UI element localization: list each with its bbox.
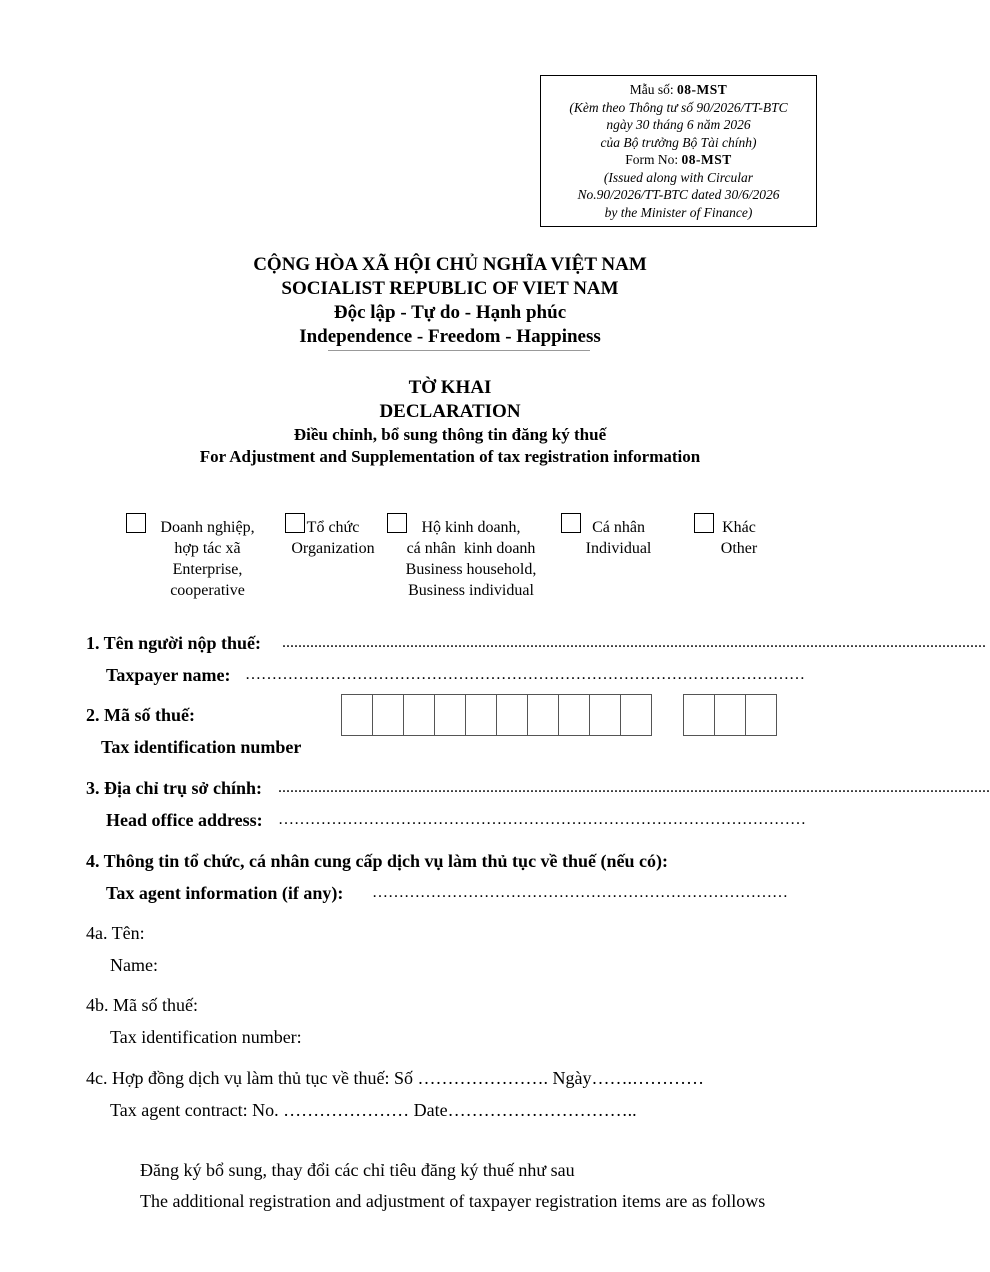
head-office-line-en[interactable]: ……………………………………………………………………………………… xyxy=(278,811,806,828)
tin-digit-box[interactable] xyxy=(434,694,466,736)
tin-label-vi: 2. Mã số thuế: xyxy=(86,705,195,725)
option-business-household-label: Hộ kinh doanh, cá nhân kinh doanh Business household, Business individual xyxy=(405,519,537,599)
subtitle-vi: Điều chỉnh, bổ sung thông tin đăng ký thuế xyxy=(293,425,607,444)
national-header xyxy=(0,253,900,349)
agent-tin-label-en: Tax identification number: xyxy=(110,1027,302,1047)
circular-number-en: No.90/2026/TT-BTC dated 30/6/2026 xyxy=(577,187,780,202)
circular-issuer-vi: của Bộ trưởng Bộ Tài chính) xyxy=(600,134,757,150)
tax-agent-label-vi: 4. Thông tin tổ chức, cá nhân cung cấp dịch vụ làm thủ tục về thuế (nếu có): xyxy=(86,851,669,871)
nation-name-vi: CỘNG HÒA XÃ HỘI CHỦ NGHĨA VIỆT NAM xyxy=(253,254,647,275)
checkbox-enterprise[interactable] xyxy=(126,513,146,533)
tin-branch-box[interactable] xyxy=(745,694,777,736)
tin-branch-box[interactable] xyxy=(714,694,746,736)
taxpayer-name-line-vi[interactable]: ................................................................................................................................................................................ xyxy=(282,634,986,651)
tin-digit-box[interactable] xyxy=(341,694,373,736)
registration-note-en: The additional registration and adjustment of taxpayer registration items are as follows xyxy=(140,1191,766,1211)
tin-branch-boxes[interactable] xyxy=(684,694,777,736)
option-enterprise-label: Doanh nghiệp, hợp tác xã Enterprise, cooperative xyxy=(160,519,255,599)
agent-name-label-vi: 4a. Tên: xyxy=(86,923,145,943)
document-title xyxy=(0,376,900,468)
option-organization-label: Tổ chức Organization xyxy=(291,519,375,557)
registration-note-vi: Đăng ký bổ sung, thay đổi các chỉ tiêu đăng ký thuế như sau xyxy=(140,1160,575,1180)
circular-date-vi: ngày 30 tháng 6 năm 2026 xyxy=(606,117,751,132)
form-number-code-en: 08-MST xyxy=(681,152,732,167)
tax-agent-line[interactable]: …………………………………………………………………… xyxy=(372,884,788,901)
tin-digit-box[interactable] xyxy=(558,694,590,736)
tin-digit-box[interactable] xyxy=(527,694,559,736)
head-office-line-vi[interactable]: .................................................................................................................................................................................. xyxy=(278,779,990,796)
tin-branch-box[interactable] xyxy=(683,694,715,736)
tax-agent-label-en: Tax agent information (if any): xyxy=(106,883,344,903)
tin-digit-box[interactable] xyxy=(403,694,435,736)
option-individual-label: Cá nhân Individual xyxy=(585,519,652,557)
option-other-label: Khác Other xyxy=(720,519,758,557)
tin-digit-box[interactable] xyxy=(496,694,528,736)
tin-digit-box[interactable] xyxy=(620,694,652,736)
title-vi: TỜ KHAI xyxy=(408,377,492,398)
circular-ref-en: (Issued along with Circular xyxy=(603,169,754,185)
head-office-label-en: Head office address: xyxy=(106,810,263,830)
head-office-label-vi: 3. Địa chỉ trụ sở chính: xyxy=(86,778,262,798)
form-number-label-en: Form No: xyxy=(625,152,682,167)
tin-label-en: Tax identification number xyxy=(101,737,302,757)
agent-name-label-en: Name: xyxy=(110,955,158,975)
subtitle-en: For Adjustment and Supplementation of tax registration information xyxy=(199,447,701,466)
taxpayer-name-line-en[interactable]: …………………………………………………………………………………………… xyxy=(245,666,805,683)
tin-digit-box[interactable] xyxy=(465,694,497,736)
agent-contract-label-en: Tax agent contract: No. ………………… Date………………………….. xyxy=(110,1100,637,1120)
taxpayer-name-label-vi: 1. Tên người nộp thuế: xyxy=(86,633,261,653)
nation-name-en: SOCIALIST REPUBLIC OF VIET NAM xyxy=(281,278,619,299)
tin-digit-box[interactable] xyxy=(372,694,404,736)
form-number-box xyxy=(540,75,817,227)
agent-contract-label-vi: 4c. Hợp đồng dịch vụ làm thủ tục về thuế: Số …………………. Ngày…….………… xyxy=(86,1068,704,1088)
circular-issuer-en: by the Minister of Finance) xyxy=(604,204,753,220)
motto-vi: Độc lập - Tự do - Hạnh phúc xyxy=(333,302,567,323)
circular-ref-vi: (Kèm theo Thông tư số 90/2026/TT-BTC xyxy=(569,99,788,115)
motto-en: Independence - Freedom - Happiness xyxy=(299,326,601,347)
tin-digit-boxes[interactable] xyxy=(342,694,652,736)
taxpayer-name-label-en: Taxpayer name: xyxy=(106,665,231,685)
title-en: DECLARATION xyxy=(379,401,521,422)
form-number-code: 08-MST xyxy=(677,82,728,97)
header-divider xyxy=(328,350,590,351)
tin-digit-box[interactable] xyxy=(589,694,621,736)
agent-tin-label-vi: 4b. Mã số thuế: xyxy=(86,995,198,1015)
form-number-label: Mẫu số: xyxy=(629,82,677,97)
